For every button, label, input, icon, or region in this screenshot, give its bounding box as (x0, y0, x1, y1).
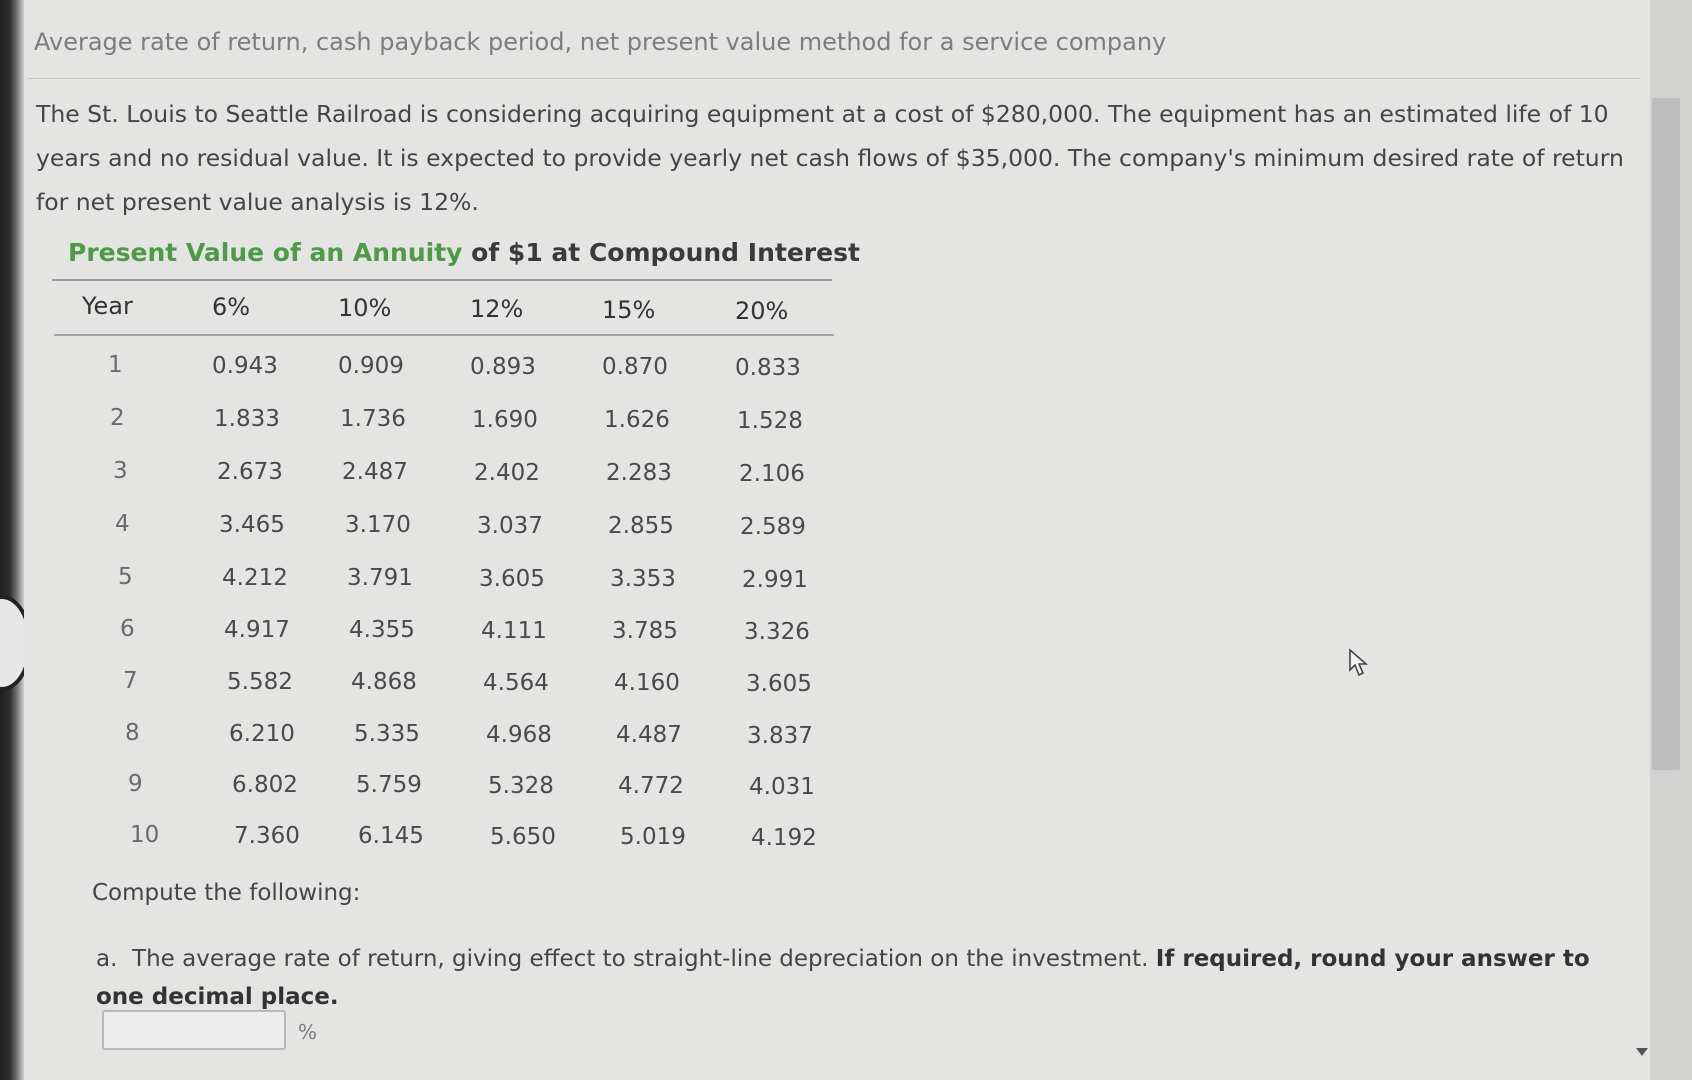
table-value-cell: 6.802 (232, 772, 298, 798)
table-value-cell: 2.487 (342, 459, 408, 485)
table-value-cell: 4.160 (614, 670, 680, 696)
table-value-cell: 4.212 (222, 565, 288, 591)
table-year-cell: 6 (120, 616, 135, 642)
table-value-cell: 2.855 (608, 513, 674, 539)
table-value-cell: 4.111 (481, 618, 547, 644)
table-header-cell: 10% (338, 294, 392, 322)
table-value-cell: 6.210 (229, 721, 295, 747)
table-value-cell: 4.564 (483, 670, 549, 696)
table-value-cell: 2.402 (474, 460, 540, 486)
table-value-cell: 3.605 (479, 566, 545, 592)
screen-bezel (0, 0, 24, 1080)
percent-suffix: % (298, 1020, 318, 1044)
table-value-cell: 2.673 (217, 459, 283, 485)
question-a-instruction: If required, round your answer to one decimal place. (96, 946, 1590, 1010)
problem-title: Average rate of return, cash payback period, net present value method for a service company (34, 28, 1167, 56)
table-year-cell: 5 (118, 564, 133, 590)
table-value-cell: 3.605 (746, 671, 812, 697)
table-top-rule (52, 279, 832, 281)
table-value-cell: 2.589 (740, 514, 806, 540)
table-year-cell: 4 (115, 511, 130, 537)
average-rate-input[interactable] (102, 1010, 286, 1050)
table-header-cell: 15% (602, 296, 656, 324)
table-value-cell: 4.968 (486, 722, 552, 748)
table-value-cell: 3.837 (747, 723, 813, 749)
problem-description: The St. Louis to Seattle Railroad is considering acquiring equipment at a cost of $280,000. The equipment has an estimated life of 10 years and no residual value. It is expected to provide yearly net cash flows of $35,000. The company's minimum desired rate of return for net present value analysis is 12%. (36, 100, 1624, 216)
table-value-cell: 5.759 (356, 772, 422, 798)
table-header-cell: 12% (470, 295, 524, 323)
table-title-highlight: Present Value of an Annuity (68, 238, 463, 267)
table-value-cell: 3.785 (612, 618, 678, 644)
table-value-cell: 2.991 (742, 567, 808, 593)
table-value-cell: 0.870 (602, 354, 668, 380)
table-value-cell: 1.833 (214, 406, 280, 432)
table-year-cell: 2 (110, 405, 125, 431)
table-value-cell: 4.917 (224, 617, 290, 643)
table-value-cell: 0.833 (735, 355, 801, 381)
table-value-cell: 3.326 (744, 619, 810, 645)
table-header-cell: Year (82, 292, 133, 320)
table-value-cell: 5.582 (227, 669, 293, 695)
question-a-prefix: a. (96, 946, 118, 972)
table-value-cell: 0.893 (470, 354, 536, 380)
table-value-cell: 4.355 (349, 617, 415, 643)
scrollbar-thumb[interactable] (1652, 98, 1680, 770)
table-value-cell: 1.626 (604, 407, 670, 433)
table-header-rule (54, 334, 834, 336)
table-value-cell: 4.031 (749, 774, 815, 800)
table-value-cell: 5.335 (354, 721, 420, 747)
table-value-cell: 6.145 (358, 823, 424, 849)
table-value-cell: 3.170 (345, 512, 411, 538)
table-value-cell: 7.360 (234, 823, 300, 849)
mouse-pointer-icon (1348, 648, 1374, 678)
table-value-cell: 2.283 (606, 460, 672, 486)
table-value-cell: 2.106 (739, 461, 805, 487)
table-value-cell: 3.791 (347, 565, 413, 591)
question-a-text: The average rate of return, giving effect to straight-line depreciation on the investment. (132, 946, 1149, 972)
table-value-cell: 4.192 (751, 825, 817, 851)
table-value-cell: 1.690 (472, 407, 538, 433)
table-value-cell: 5.019 (620, 824, 686, 850)
compute-label: Compute the following: (92, 880, 361, 906)
table-value-cell: 5.650 (490, 824, 556, 850)
table-value-cell: 0.909 (338, 353, 404, 379)
table-value-cell: 3.465 (219, 512, 285, 538)
table-value-cell: 4.868 (351, 669, 417, 695)
table-value-cell: 0.943 (212, 353, 278, 379)
table-value-cell: 3.353 (610, 566, 676, 592)
table-value-cell: 1.736 (340, 406, 406, 432)
table-value-cell: 3.037 (477, 513, 543, 539)
table-year-cell: 8 (125, 720, 140, 746)
table-header-cell: 20% (735, 297, 789, 325)
table-year-cell: 10 (130, 822, 160, 848)
question-a (96, 940, 1636, 1016)
title-divider (28, 78, 1640, 79)
table-value-cell: 5.328 (488, 773, 554, 799)
table-year-cell: 9 (128, 771, 143, 797)
table-title (68, 238, 860, 267)
table-header-cell: 6% (212, 293, 251, 321)
table-year-cell: 3 (113, 458, 128, 484)
table-title-rest: of $1 at Compound Interest (462, 238, 860, 267)
table-year-cell: 1 (108, 352, 123, 378)
scroll-down-arrow-icon[interactable] (1636, 1048, 1648, 1056)
table-year-cell: 7 (123, 668, 138, 694)
table-value-cell: 1.528 (737, 408, 803, 434)
table-value-cell: 4.772 (618, 773, 684, 799)
table-value-cell: 4.487 (616, 722, 682, 748)
